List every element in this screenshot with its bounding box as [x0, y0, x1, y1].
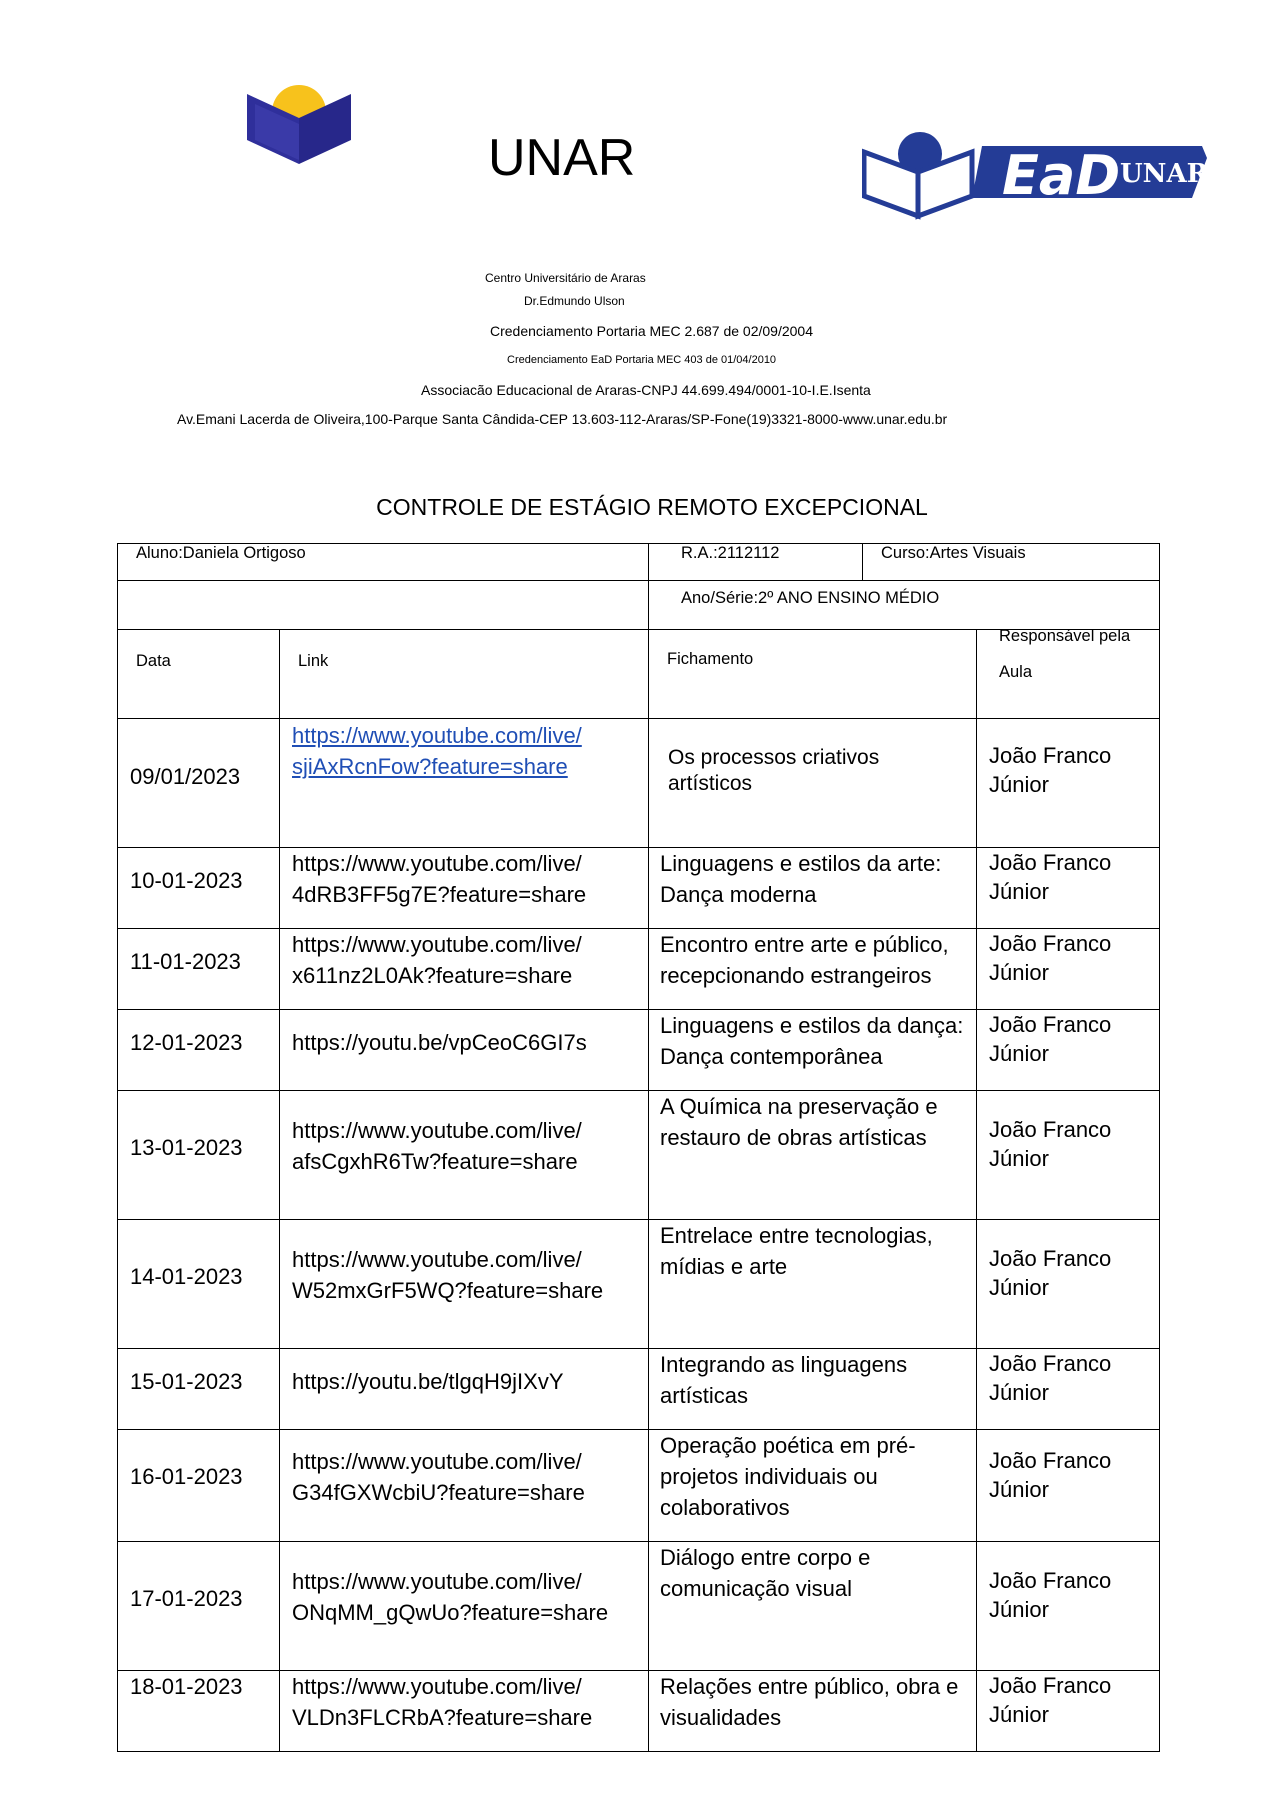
row-date: 10-01-2023	[118, 848, 280, 929]
brand-title: UNAR	[488, 129, 636, 187]
table-row	[118, 1430, 1160, 1542]
accreditation-ead-line: Credenciamento EaD Portaria MEC 403 de 01/04/2010	[507, 354, 777, 366]
table-row	[118, 1091, 1160, 1220]
student-course: Curso:Artes Visuais	[863, 544, 1160, 581]
row-link-1[interactable]: https://www.youtube.com/live/	[292, 723, 582, 748]
row-link-2[interactable]: sjiAxRcnFow?feature=share	[292, 754, 568, 779]
table-row	[118, 929, 1160, 1010]
row-date: 09/01/2023	[118, 719, 280, 848]
row-responsible: João Franco Júnior	[977, 1091, 1160, 1220]
accreditation-line: Credenciamento Portaria MEC 2.687 de 02/09/2004	[490, 323, 813, 339]
year-grade: Ano/Série:2º ANO ENSINO MÉDIO	[649, 581, 1160, 630]
institution-name: Centro Universitário de Araras	[485, 271, 646, 285]
address-line: Av.Emani Lacerda de Oliveira,100-Parque Santa Cândida-CEP 13.603-112-Araras/SP-Fone(19)3321-8000-www.unar.edu.br	[177, 411, 948, 427]
row-date: 14-01-2023	[118, 1220, 280, 1349]
col-header-responsible-2: Aula	[999, 663, 1033, 681]
row-responsible: João Franco Júnior	[977, 1349, 1160, 1430]
row-link: https://www.youtube.com/live/ VLDn3FLCRbA?feature=share	[280, 1671, 649, 1752]
row-responsible: João Franco Júnior	[977, 1010, 1160, 1091]
row-responsible: João Franco Júnior	[977, 1220, 1160, 1349]
col-header-responsible-1: Responsável pela	[999, 627, 1131, 645]
row-fichamento: Entrelace entre tecnologias, mídias e arte	[649, 1220, 977, 1349]
col-header-link: Link	[280, 630, 649, 719]
row-fichamento: Os processos criativos artísticos	[649, 719, 977, 848]
row-date: 12-01-2023	[118, 1010, 280, 1091]
ead-logo-label: UNAR	[1120, 159, 1209, 189]
founder-name: Dr.Edmundo Ulson	[524, 294, 625, 308]
row-fichamento: A Química na preservação e restauro de obras artísticas	[649, 1091, 977, 1220]
row-link[interactable]	[280, 719, 649, 848]
row-date: 16-01-2023	[118, 1430, 280, 1542]
row-responsible: João Franco Júnior	[977, 719, 1160, 848]
row-date: 18-01-2023	[118, 1671, 280, 1752]
row-link: https://youtu.be/vpCeoC6GI7s	[280, 1010, 649, 1091]
row-link: https://www.youtube.com/live/ G34fGXWcbiU?feature=share	[280, 1430, 649, 1542]
row-link: https://www.youtube.com/live/ W52mxGrF5WQ?feature=share	[280, 1220, 649, 1349]
row-fichamento: Relações entre público, obra e visualidades	[649, 1671, 977, 1752]
student-name: Aluno:Daniela Ortigoso	[118, 544, 649, 581]
row-date: 15-01-2023	[118, 1349, 280, 1430]
table-row	[118, 719, 1160, 848]
table-row	[118, 1220, 1160, 1349]
row-fichamento: Diálogo entre corpo e comunicação visual	[649, 1542, 977, 1671]
form-title: CONTROLE DE ESTÁGIO REMOTO EXCEPCIONAL	[376, 494, 928, 520]
row-date: 13-01-2023	[118, 1091, 280, 1220]
internship-table	[117, 543, 1160, 1752]
row-date: 17-01-2023	[118, 1542, 280, 1671]
row-fichamento: Integrando as linguagens artísticas	[649, 1349, 977, 1430]
ead-unar-logo	[862, 128, 1212, 227]
row-fichamento: Operação poética em pré- projetos individuais ou colaborativos	[649, 1430, 977, 1542]
unar-logo-left	[245, 82, 353, 169]
table-row	[118, 1010, 1160, 1091]
row-responsible: João Franco Júnior	[977, 1430, 1160, 1542]
empty-cell	[118, 581, 649, 630]
row-responsible: João Franco Júnior	[977, 1671, 1160, 1752]
row-fichamento: Linguagens e estilos da dança: Dança contemporânea	[649, 1010, 977, 1091]
table-row	[118, 848, 1160, 929]
table-row	[118, 1542, 1160, 1671]
row-link: https://www.youtube.com/live/ 4dRB3FF5g7E?feature=share	[280, 848, 649, 929]
ead-logo-text: EaD	[1002, 144, 1121, 207]
row-link: https://youtu.be/tlgqH9jIXvY	[280, 1349, 649, 1430]
student-ra: R.A.:2112112	[649, 544, 863, 581]
association-line: Associacão Educacional de Araras-CNPJ 44.699.494/0001-10-I.E.Isenta	[421, 382, 871, 398]
row-link: https://www.youtube.com/live/ ONqMM_gQwUo?feature=share	[280, 1542, 649, 1671]
row-link: https://www.youtube.com/live/ x611nz2L0Ak?feature=share	[280, 929, 649, 1010]
col-header-responsible	[977, 627, 1160, 719]
row-responsible: João Franco Júnior	[977, 848, 1160, 929]
row-fichamento: Encontro entre arte e público, recepcionando estrangeiros	[649, 929, 977, 1010]
row-fichamento: Linguagens e estilos da arte: Dança moderna	[649, 848, 977, 929]
table-row	[118, 1671, 1160, 1752]
table-row	[118, 1349, 1160, 1430]
col-header-fichamento: Fichamento	[649, 630, 977, 719]
row-responsible: João Franco Júnior	[977, 929, 1160, 1010]
col-header-date: Data	[118, 630, 280, 719]
row-date: 11-01-2023	[118, 929, 280, 1010]
row-link: https://www.youtube.com/live/ afsCgxhR6Tw?feature=share	[280, 1091, 649, 1220]
row-responsible: João Franco Júnior	[977, 1542, 1160, 1671]
